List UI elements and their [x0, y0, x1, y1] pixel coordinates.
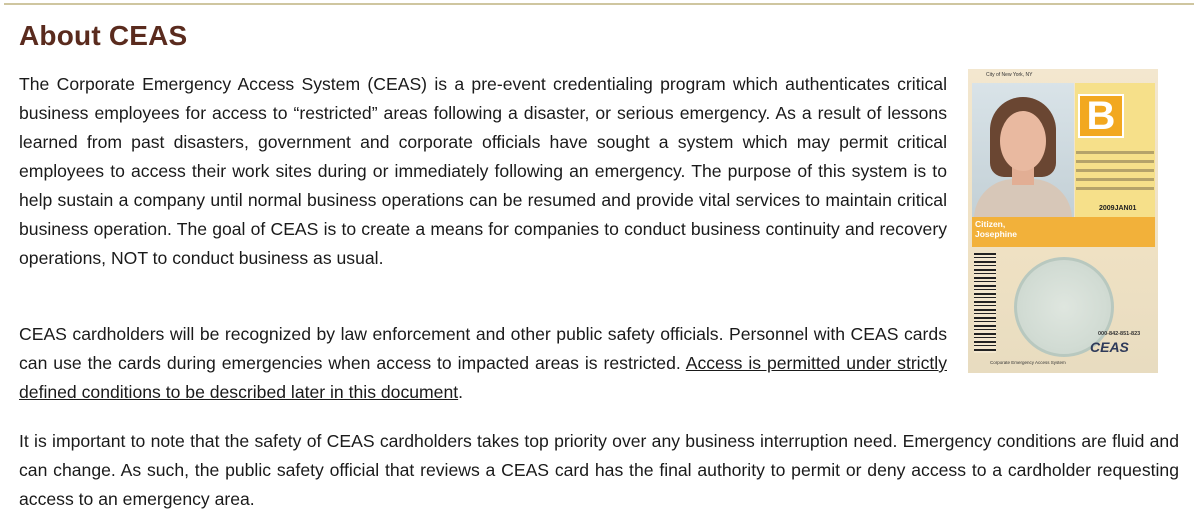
card-info-lines: [1076, 145, 1154, 196]
cardholders-text: CEAS cardholders will be recognized by law enforcement and other public safety officials. Personnel with CEAS cards can use the cards during emergencies when access to impacted areas is restricted.: [19, 324, 947, 373]
intro-paragraph: The Corporate Emergency Access System (CEAS) is a pre-event credentialing program which authenticates critical business employees for access to “restricted” areas following a disaster, or serious emergency. As a result of lessons learned from past disasters, government and corporate officials have sought a system which may permit critical employees to access their work sites during or immediately following an emergency. The purpose of this system is to help sustain a company until normal business operations can be resumed and provide vital services to maintain critical business operation. The goal of CEAS is to create a means for companies to conduct business continuity and recovery operations, NOT to conduct business as usual.: [19, 74, 947, 268]
barcode-icon: [974, 253, 996, 353]
photo-face: [1000, 111, 1046, 171]
ceas-id-card-image: [968, 69, 1158, 373]
card-holder-name: [975, 219, 1055, 239]
ceas-logo: CEAS: [1090, 339, 1129, 355]
cardholders-paragraph: [19, 320, 947, 407]
page-title: About CEAS: [19, 20, 188, 51]
card-footer-text: Corporate Emergency Access System: [990, 360, 1066, 365]
card-date: 2009JAN01: [1099, 205, 1137, 212]
card-name-line2: Josephine: [975, 229, 1018, 239]
top-divider: [4, 3, 1194, 5]
cardholders-period: .: [458, 382, 464, 402]
card-name-line1: Citizen,: [975, 219, 1006, 229]
access-conditions-link[interactable]: Access is permitted under strictly defined conditions to be described later in this document: [19, 353, 947, 402]
cardholder-photo: [972, 83, 1074, 217]
card-phone: 000-842-851-823: [1098, 331, 1141, 337]
safety-paragraph: It is important to note that the safety of CEAS cardholders takes top priority over any business interruption need. Emergency conditions are fluid and can change. As such, the public safety official that reviews a CEAS card has the final authority to permit or deny access to a cardholder requesting access to an emergency area.: [19, 431, 1179, 509]
card-city-label: City of New York, NY: [986, 72, 1033, 78]
card-tier-badge: B: [1078, 94, 1124, 138]
